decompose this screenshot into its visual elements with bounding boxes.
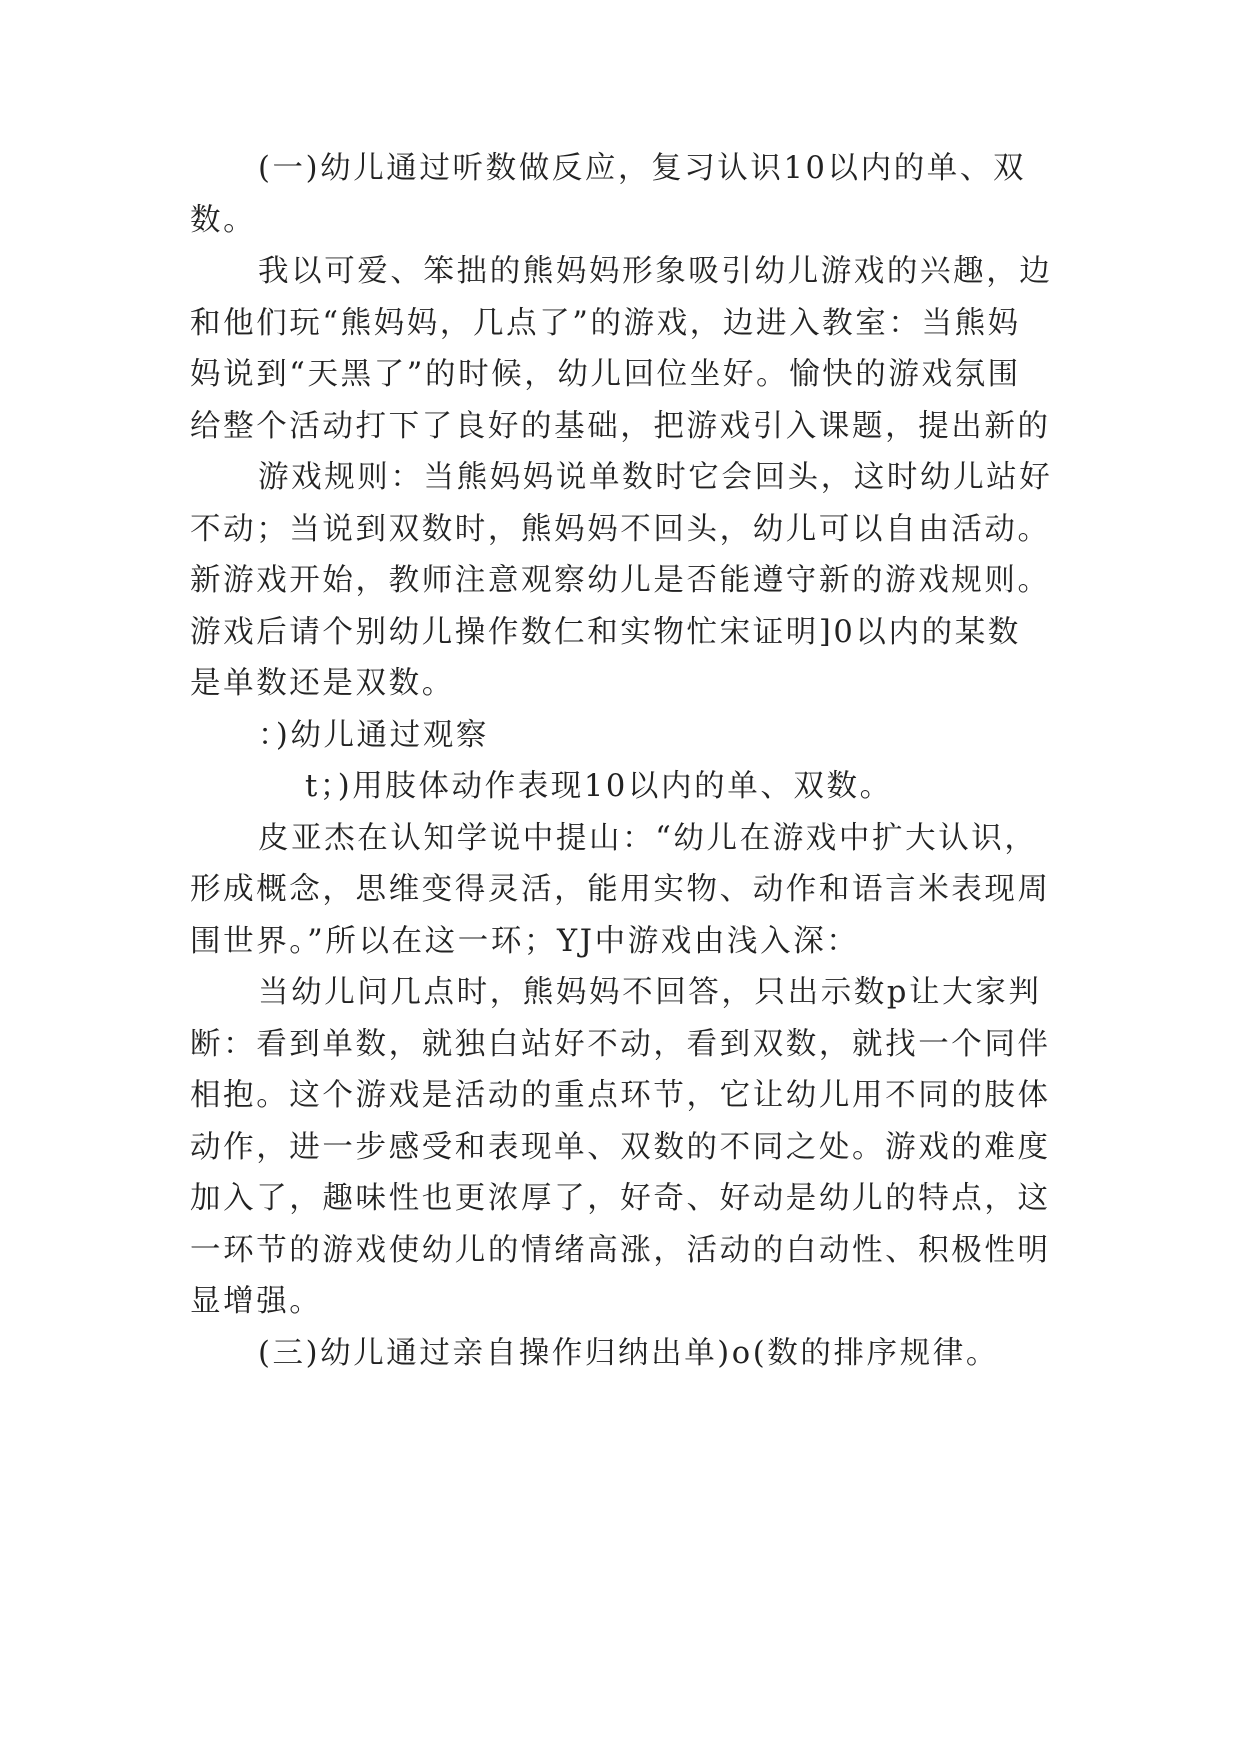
- text-line: 形成概念，思维变得灵活，能用实物、动作和语言米表现周: [190, 872, 1051, 907]
- text-line: 围世界。”所以在这一环；YJ中游戏由浅入深：: [190, 924, 860, 959]
- text-line: 新游戏开始，教师注意观察幼儿是否能遵守新的游戏规则。: [190, 563, 1051, 598]
- text-line: 不动；当说到双数时，熊妈妈不回头，幼儿可以自由活动。: [190, 512, 1051, 547]
- text-line: 游戏后请个别幼儿操作数仁和实物忙宋证明]0以内的某数: [190, 615, 1021, 650]
- text-line: 加入了，趣味性也更浓厚了，好奇、好动是幼儿的特点，这: [190, 1181, 1051, 1216]
- text-line: 皮亚杰在认知学说中提山：“幼儿在游戏中扩大认识，: [258, 821, 1038, 856]
- section-heading-2: ：)幼儿通过观察: [258, 718, 489, 753]
- text-line: 我以可爱、笨拙的熊妈妈形象吸引幼儿游戏的兴趣，边: [258, 254, 1053, 289]
- text-line: 给整个活动打下了良好的基础，把游戏引入课题，提出新的: [190, 409, 1051, 444]
- text-line: 妈说到“天黑了”的时候，幼儿回位坐好。愉快的游戏氛围: [190, 357, 1021, 392]
- text-line: 显增强。: [190, 1284, 323, 1319]
- text-line: 游戏规则：当熊妈妈说单数时它会回头，这时幼儿站好: [258, 460, 1053, 495]
- text-line: 相抱。这个游戏是活动的重点环节，它让幼儿用不同的肢体: [190, 1078, 1051, 1113]
- text-line: 是单数还是双数。: [190, 666, 455, 701]
- section-heading-3: (三)幼儿通过亲自操作归纳出单)o(数的排序规律。: [258, 1336, 999, 1371]
- text-line: 一环节的游戏使幼儿的情绪高涨，活动的白动性、积极性明: [190, 1233, 1051, 1268]
- text-line: 断：看到单数，就独白站好不动，看到双数，就找一个同伴: [190, 1027, 1051, 1062]
- text-line: 动作，进一步感受和表现单、双数的不同之处。游戏的难度: [190, 1130, 1051, 1165]
- section-heading-1: (一)幼儿通过听数做反应，复习认识10以内的单、双: [258, 151, 1027, 186]
- text-line: 当幼儿问几点时，熊妈妈不回答，只出示数p让大家判: [258, 975, 1042, 1010]
- text-line: t；)用肢体动作表现10以内的单、双数。: [305, 769, 893, 804]
- text-line: 数。: [190, 203, 257, 238]
- text-line: 和他们玩“熊妈妈，几点了”的游戏，边进入教室：当熊妈: [190, 306, 1021, 341]
